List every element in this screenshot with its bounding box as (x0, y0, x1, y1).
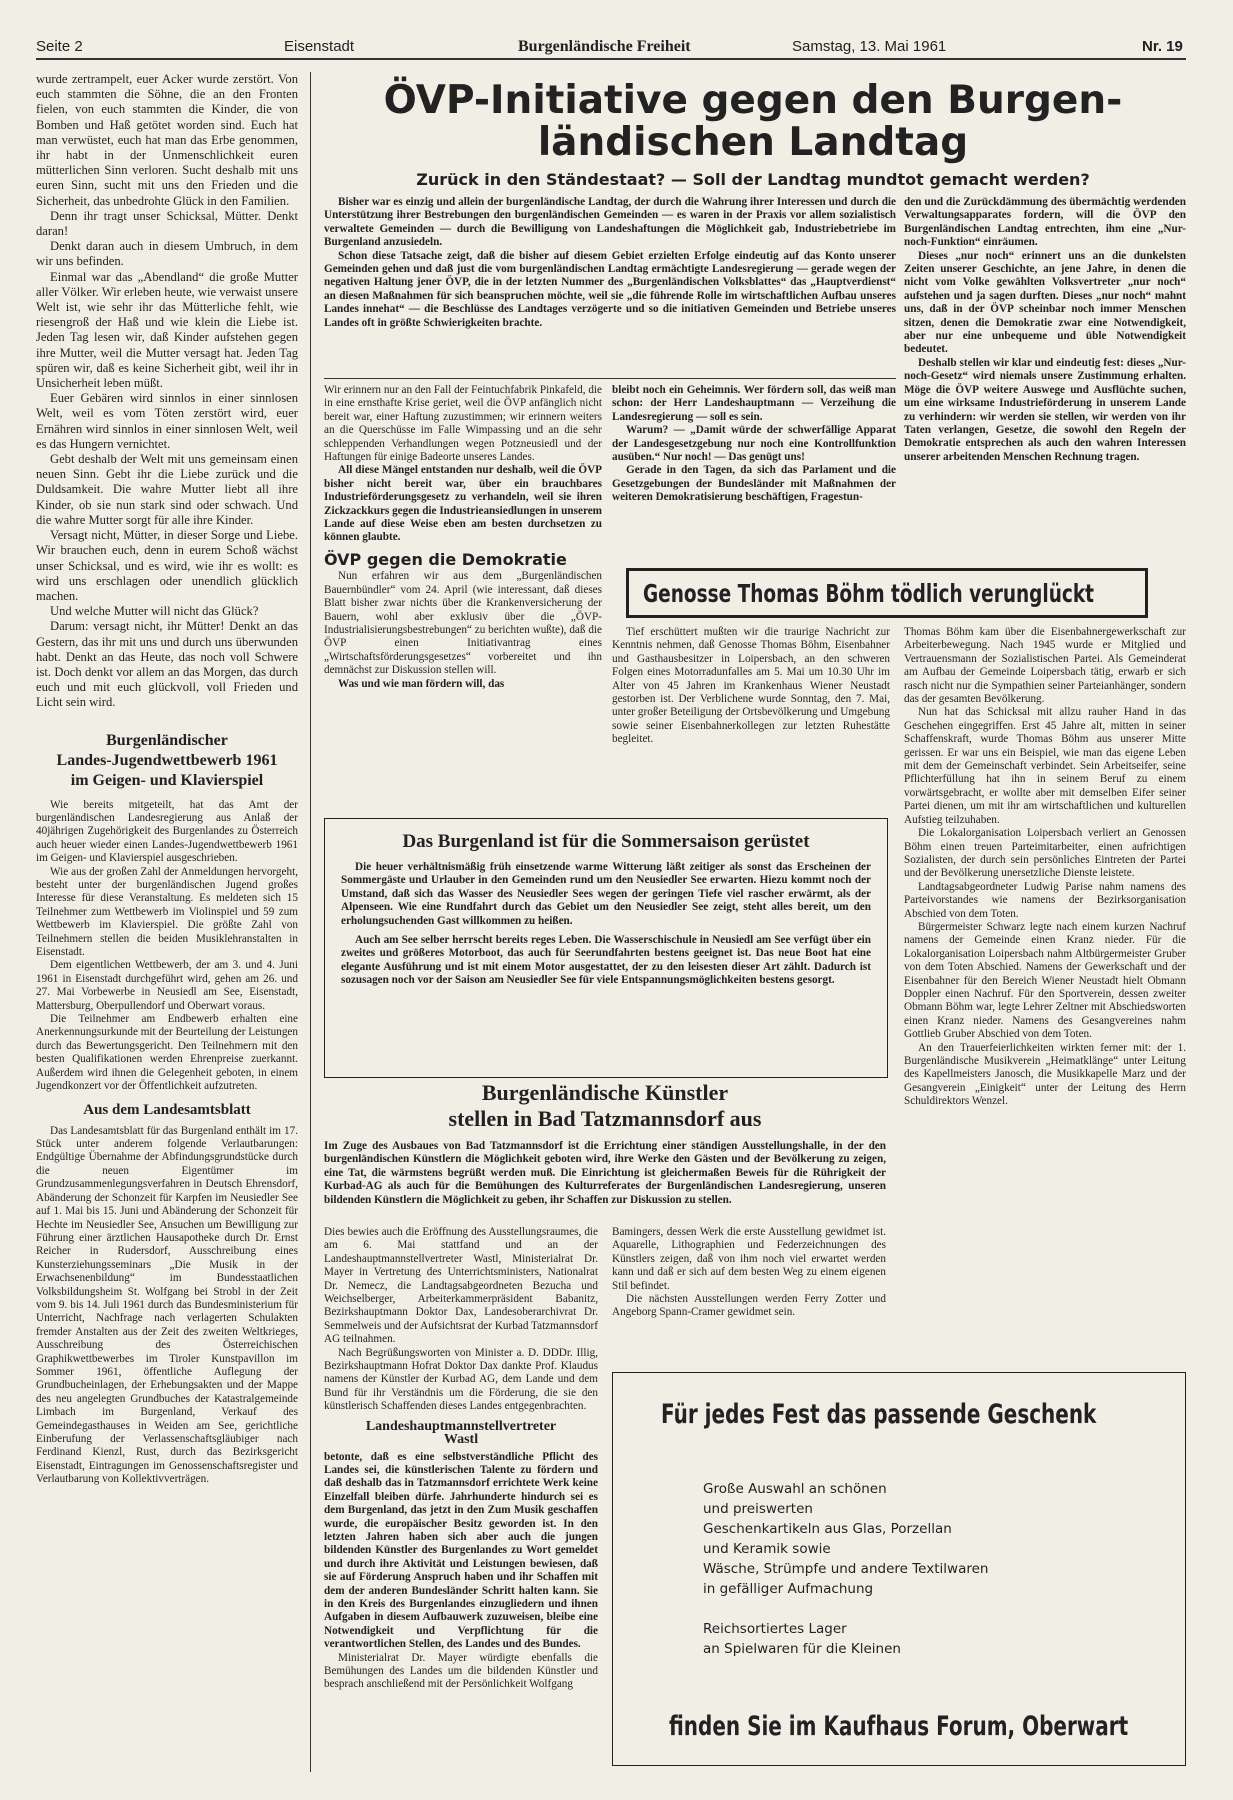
summer-season-article (341, 861, 871, 988)
left-column (36, 72, 298, 1487)
paragraph: Wir erinnern nur an den Fall der Feintuchfabrik Pinkafeld, die in eine ernsthafte Krise geriet, weil die ÖVP anfänglich nicht bereit war, einer Haftung zuzustimmen; wir erinnern weiters an die Querschüsse im Falle Wimpassing und an die sehr schleppenden Verhandlungen wegen Potzneusiedl und der Haftungen für einige Badeorte unseres Landes. (324, 384, 602, 464)
artists-lead (324, 1140, 886, 1207)
paragraph: Und welche Mutter will nicht das Glück? (50, 604, 259, 619)
paragraph: Gebt deshalb der Welt mit uns gemeinsam einen neuen Sinn. Gebt ihr die Liebe zurück und die Duldsamkeit. Die wahre Mutter liebt all ihre Kinder, ob sie nun stark sind oder schwach. Und die wahre Mutter sorgt für alle ihre Kinder. (36, 452, 298, 527)
paragraph: bleibt noch ein Geheimnis. Wer fördern soll, das weiß man schon: der Herr Landeshauptmann — Verzeihung die Landesregierung — soll es sein. (612, 384, 896, 423)
obituary-column-b (904, 626, 1186, 1109)
paragraph: Darum: versagt nicht, ihr Mütter! Denkt an das Gestern, das ihr mit uns und durch uns überwunden habt. Denkt an das Heute, das noch voll Schwere ist. Doch denkt vor allem an das Morgen, das durch euch und mit euch glückvoll, voll Frieden und Licht sein wird. (36, 619, 298, 710)
paragraph: Thomas Böhm kam über die Eisenbahnergewerkschaft zur Arbeiterbewegung. Nach 1945 wurde er Mitglied und Vertrauensmann der Sozialistischen Partei. Als Gemeinderat am Aufbau der Gemeinde Loipersbach tätig, erwarb er sich rasch nicht nur die Sympathien seiner Parteianhänger, sondern das der gesamten Bevölkerung. (904, 626, 1186, 706)
paragraph: Was und wie man fördern will, das (338, 677, 505, 690)
issue-date: Samstag, 13. Mai 1961 (792, 38, 947, 55)
wastl-subheading: Landeshauptmannstellvertreter Wastl (365, 1418, 557, 1448)
paragraph: Bamingers, dessen Werk die erste Ausstellung gewidmet ist. Aquarelle, Lithographien und Federzeichnungen des Künstlers zeigen, daß von ihm noch viel erwartet werden kann und daß er sich auf dem besten Weg zu einem eigenen Stil befindet. (612, 1226, 886, 1292)
artists-headline-line-1: Burgenländische Künstler (481, 1080, 729, 1105)
paragraph: Denkt daran auch in diesem Umbruch, in dem wir uns befinden. (36, 239, 298, 269)
gazette-article (36, 1125, 298, 1487)
main-subheadline: Zurück in den Ständestaat? — Soll der Landtag mundtot gemacht werden? (416, 170, 1090, 189)
summer-season-box (324, 818, 888, 1078)
ad-line: und Keramik sowie (703, 1541, 831, 1557)
subheading-democracy: ÖVP gegen die Demokratie (324, 549, 567, 569)
paragraph: Landtagsabgeordneter Ludwig Parise nahm namens des Parteivorstandes wie namens der Bezirksorganisation Abschied von dem Toten. (904, 880, 1186, 920)
paragraph: Die Teilnehmer am Endbewerb erhalten eine Anerkennungsurkunde mit der Beurteilung der Leistungen durch das Bewertungsgericht. Den Teilnehmern mit den besten Qualifikationen werden Ehrenpreise zuerkannt. Außerdem wird ihnen die Gelegenheit geboten, in einem Jugendkonzert vor der Öffentlichkeit aufzutreten. (36, 1013, 298, 1093)
obituary-headline-box (626, 568, 1148, 618)
ad-line: Wäsche, Strümpfe und andere Textilwaren (703, 1561, 989, 1577)
paragraph: Nun hat das Schicksal mit allzu rauher Hand in das Geschehen eingegriffen. Erst 45 Jahre alt, mitten in seiner Schaffenskraft, wurde Thomas Böhm aus unserer Mitte gerissen. Er war uns ein Beispiel, wie man das eigene Leben mit dem der Gemeinschaft verbindet. Sein Arbeitseifer, seine Pflichterfüllung hat ihn in seinem Beruf zu einem vorwärtsgebracht, er wollte aber mit demselben Eifer seiner Partei dienen, um mit ihr am wirtschaftlichen und kulturellen Aufstieg teilzuhaben. (904, 706, 1186, 826)
paragraph: Deshalb stellen wir klar und eindeutig fest: dieses „Nur-noch-Gesetz“ wird niemals unsere Zustimmung erhalten. Möge die ÖVP weitere Auswege und Ausflüchte suchen, um eine wirksame Industrieförderung in unserem Lande zu verhindern: wir werden sie stellen, wir werden von ihr Taten verlangen, Gesetze, die sowohl den Regeln der Demokratie entsprechen als auch den wahren Interessen unserer arbeitenden Menschen Rechnung tragen. (904, 356, 1186, 463)
main-column-a (324, 384, 602, 691)
paragraph: Gerade in den Tagen, da sich das Parlament und die Gesetzgebungen der Bundesländer mit Maßnahmen der weiteren Demokratisierung beschäftigen, Fragestun- (612, 464, 896, 504)
ad-line: in gefälliger Aufmachung (703, 1581, 874, 1597)
paragraph: Die Lokalorganisation Loipersbach verliert an Genossen Böhm einen treuen Parteimitarbeiter, einen aufrichtigen Sozialisten, der durch sein persönliches Eintreten der Partei und der Bevölkerung unersetzliche Dienste leistete. (904, 827, 1186, 880)
paragraph: All diese Mängel entstanden nur deshalb, weil die ÖVP bisher nicht bereit war, über ein brauchbares Industrieförderungsgesetz zu verhandeln, weil sie ihren Zickzackkurs gegen die Industrieansiedlungen in unserem Lande auf diese Weise eben am besten durchsetzen zu können glaubte. (324, 464, 602, 544)
ad-line: und preiswerten (703, 1501, 813, 1517)
artists-headline-line-2: stellen in Bad Tatzmannsdorf aus (448, 1106, 762, 1131)
main-headline-line-1: ÖVP-Initiative gegen den Burgen- (383, 78, 1123, 123)
ad-line: Geschenkartikeln aus Glas, Porzellan (703, 1521, 952, 1537)
newspaper-name: Burgenländische Freiheit (518, 38, 691, 55)
paragraph: Wie aus der großen Zahl der Anmeldungen hervorgeht, besteht unter der burgenländischen Jugend großes Interesse für diese Veranstaltung. Es meldeten sich 15 Teilnehmer zum Wettbewerb im Violinspiel und 59 zum Wettbewerb im Klavierspiel. Die größte Zahl von Teilnehmern stellen die beiden Musiklehranstalten in Eisenstadt. (36, 865, 298, 958)
paragraph: Die heuer verhältnismäßig früh einsetzende warme Witterung läßt zeitiger als sonst das Erscheinen der Sommergäste und Urlauber in den Gemeinden rund um den Neusiedler See erwarten. Hiezu kommt noch der Umstand, daß sich das Wasser des Neusiedler Sees wegen der geringen Tiefe viel rascher erwärmt, als der Alpenseen. Wie eine Rundfahrt durch das Gebiet um den Neusiedler See zeigt, steht alles bereit, um den erholungsuchenden Gast willkommen zu heißen. (341, 861, 871, 927)
ad-line: Reichsortiertes Lager (703, 1621, 847, 1637)
running-header (36, 36, 1186, 60)
paragraph: Nach Begrüßungsworten von Minister a. D. DDDr. Illig, Bezirkshauptmann Hofrat Doktor Dax dankte Prof. Klaudus namens der Künstler der Kurbad AG, dem Lande und dem Bund für ihr Verständnis um die Förderung, die sie den künstlerisch Schaffenden dieses Landes entgegenbrachten. (324, 1346, 598, 1413)
main-column-b (612, 384, 896, 505)
paragraph: An den Trauerfeierlichkeiten wirkten ferner mit: der 1. Burgenländische Musikverein „Heimatklänge“ unter Leitung des Kapellmeisters Janosch, die Musikkapelle Marz und der Gesangverein „Einigkeit“ unter der Leitung des Herrn Schuldirektors Wenzel. (904, 1041, 1186, 1108)
lead-rule (324, 378, 896, 379)
paragraph: Tief erschüttert mußten wir die traurige Nachricht zur Kenntnis nehmen, daß Genosse Thomas Böhm, Eisenbahner und Gasthausbesitzer in Loipersbach, an den schweren Folgen eines Motorradunfalles am 5. Mai um 10.30 Uhr im Alter von 45 Jahren im Krankenhaus Wiener Neustadt gestorben ist. Der Verblichene wurde Sonntag, den 7. Mai, unter großer Beteiligung der Ortsbevölkerung und Umgebung sowie seiner Eisenbahnerkollegen zur letzten Ruhestätte begleitet. (612, 626, 890, 746)
advertisement-box (612, 1372, 1186, 1766)
artists-headline (324, 1080, 886, 1132)
paragraph: Dieses „nur noch“ erinnert uns an die dunkelsten Zeiten unserer Geschichte, an jene Jahre, in denen die nicht vom Volke gewählten Volksvertreter „nur noch“ aufstehen und ja sagen durften. Dieses „nur noch“ mahnt uns, daß in der ÖVP scheinbar noch immer Menschen sitzen, denen die Demokratie zwar eine Notwendigkeit, aber nur eine unbequeme und üble Notwendigkeit bedeutet. (904, 249, 1186, 356)
paragraph: betonte, daß es eine selbstverständliche Pflicht des Landes sei, die künstlerischen Talente zu fördern und daß deshalb das in Tatzmannsdorf errichtete Werk keine Einzelfall bleiben dürfe. Jahrhunderte hindurch sei es dem Burgenland, das jetzt in den Zum Musik geschaffen wurde, die europäischer Besitz geworden ist. In den letzten Jahren haben sich aber auch die jungen bildenden Künstler des Burgenlandes zu Wort gemeldet und durch ihre Aktivität und Leistungen bewiesen, daß sie auf Förderung Anspruch haben und ihr Schaffen mit dem der anderen Bundesländer Schritt halten kann. Sie in den Kreis des Burgenlandes einzugliedern und ihnen Aufgaben in diesem Aufbauwerk zuzuweisen, bleibe eine Notwendigkeit und Verpflichtung für die verantwortlichen Stellen, des Landes und des Bundes. (324, 1450, 598, 1651)
paragraph: Warum? — „Damit würde der schwerfällige Apparat der Landesgesetzgebung nur noch eine Kontrollfunktion ausüben.“ Nur noch! — Das genügt uns! (612, 424, 896, 464)
paragraph: Das Landesamtsblatt für das Burgenland enthält im 17. Stück unter anderem folgende Verlautbarungen: Endgültige Übernahme der Abfindungsgrundstücke durch die neuen Eigentümer im Grundzusammenlegungsverfahren in Deutsch Ehrensdorf, Abänderung der Schonzeit für Karpfen im Neusiedler See auf 1. Mai bis 15. Juni und Abänderung der Schonzeit für Hechte im Neusiedler See, Ansuchen um Bewilligung zur Führung einer ärztlichen Hausapotheke durch Dr. Ernst Reicher in Rudersdorf, Ausschreibung eines Kunsterziehungsseminars „Die Musik in der Erwachsenenbildung“ im Bundesstaatlichen Volksbildungsheim St. Wolfgang bei Strobl in der Zeit vom 9. bis 14. Juli 1961 durch das Bundesministerium für Unterricht, Nachfrage nach verlagerten Schulakten fremder Anstalten aus der Zeit des zweiten Weltkrieges, Ausschreibung des Österreichischen Graphikwettbewerbes im Tiroler Kunstpavillon im Sommer 1961, öffentliche Auflegung der Grundbucheinlagen, der Erhebungsakten und der Mappe des neu angelegten Grundbuches der Katastralgemeinde Limbach im Burgenland, Verkauf des Gemeindegasthauses in Weiden am See, gerichtliche Einberufung der Verlassenschaftsgläubiger nach Ferdinand Kienzl, Rust, durch das Bezirksgericht Eisenstadt, Eintragungen im Genossenschaftsregister und Verlautbarung von Kollektivverträgen. (36, 1124, 298, 1486)
paragraph: Dies bewies auch die Eröffnung des Ausstellungsraumes, die am 6. Mai stattfand und an der Landeshauptmannstellvertreter Wastl, Ministerialrat Dr. Mayer in Vertretung des Unterrichtsministers, Nationalrat Dr. Nemecz, die Landtagsabgeordneten Bezucha und Weichselberger, Arbeiterkammerpräsident Babanitz, Bezirkshauptmann Doktor Dax, Landesoberarchivrat Dr. Semmelweis und der Aufsichtsrat der Kurbad Tatzmannsdorf AG teilnahmen. (324, 1226, 598, 1346)
paragraph: Dem eigentlichen Wettbewerb, der am 3. und 4. Juni 1961 in Eisenstadt durchgeführt wird, gehen am 26. und 27. Mai Vorbewerbe in Neusiedl am See, Eisenstadt, Mattersburg, Oberpullendorf und Oberwart voraus. (36, 959, 298, 1012)
paragraph: Einmal war das „Abendland“ die große Mutter aller Völker. Wir erleben heute, wie verwaist unsere Welt ist, wie sehr ihr das Mütterliche fehlt, wie riesengroß der Haß und wie klein die Liebe ist. Jeden Tag lesen wir, daß Kinder aufstehen gegen ihre Mutter, weil die Mutter versagt hat. Jeden Tag spüren wir, daß es keine Sicherheit gibt, weil ihr in Unsicherheit leben müßt. (36, 269, 298, 391)
main-headline (318, 80, 1188, 164)
advertisement-headline: Für jedes Fest das passende Geschenk (661, 1399, 1097, 1430)
artists-column-b (612, 1226, 886, 1320)
advertisement-footer: finden Sie im Kaufhaus Forum, Oberwart (669, 1711, 1129, 1742)
advertisement-body (703, 1479, 988, 1659)
obituary-column-a (612, 626, 890, 747)
paragraph: Schon diese Tatsache zeigt, daß die bisher auf diesem Gebiet erzielten Erfolge eindeutig auf das Konto unserer Gemeinden gehen und daß just die vom burgenländischen Landtag ermächtigte Landesregierung — gerade wegen der negativen Haltung jener ÖVP, die in der letzten Nummer des „Burgenländischen Volksblattes“ das „Hauptverdienst“ an diesen Maßnahmen für sich beanspruchen möchte, weil sie „die führende Rolle im wirtschaftlichen Aufbau unseres Landes innehat“ — die Beschlüsse des Landtages verzögerte und so die initiativen Gemeinden und Betriebe unseres Landes oft in größte Schwierigkeiten brachte. (324, 249, 896, 329)
header-place: Eisenstadt (284, 38, 355, 55)
paragraph: Wie bereits mitgeteilt, hat das Amt der burgenländischen Landesregierung aus Anlaß der 40jährigen Zugehörigkeit des Burgenlandes zu Österreich auch heuer wieder einen Landes-Jugendwettbewerb 1961 im Geigen- und Klavierspiel ausgeschrieben. (36, 798, 298, 865)
main-headline-line-2: ländischen Landtag (537, 120, 969, 165)
paragraph: Denn ihr tragt unser Schicksal, Mütter. Denkt daran! (36, 208, 298, 239)
main-column-right (904, 196, 1186, 464)
paragraph: Im Zuge des Ausbaues von Bad Tatzmannsdorf ist die Errichtung einer ständigen Ausstellungshalle, in der den burgenländischen Künstlern die Möglichkeit geboten wird, ihre Werke den Gästen und der Bevölkerung zu zeigen, eine Tat, die wärmstens begrüßt werden muß. Die Einrichtung ist gleichermaßen Beweis für die Rührigkeit der Kurbad-AG als auch für die Bemühungen des Kulturreferates der Burgenländischen Landesregierung, unseren bildenden Künstlern die Möglichkeit zu geben, ihr Schaffen zur Diskussion zu stellen. (324, 1140, 886, 1206)
artists-column-a (324, 1226, 598, 1692)
paragraph: Bürgermeister Schwarz legte nach einem kurzen Nachruf namens der Gemeinde einen Kranz nieder. Für die Lokalorganisation Loipersbach nahm Altbürgermeister Gruber von dem Toten Abschied. Namens der Gewerkschaft und der Eisenbahner für den Bereich Wiener Neustadt hielt Obmann Doppler einen Nachruf. Für den Sportverein, dessen zweiter Obmann Böhm war, legte Lehrer Zeltner mit Abschiedsworten einen Kranz nieder. Namens des Gesangvereines nahm Gottlieb Gruber Abschied von dem Toten. (904, 920, 1186, 1041)
paragraph: Bisher war es einzig und allein der burgenländische Landtag, der durch die Wahrung ihrer Interessen und durch die Unterstützung ihrer Bestrebungen den burgenländischen Gemeinden — es waren in der Praxis vor allem sozialistisch verwaltete Gemeinden — durch die Bewilligung von Landeshaftungen die Möglichkeit gab, Industriebetriebe im Burgenland anzusiedeln. (324, 196, 896, 249)
main-lead (324, 196, 896, 330)
column-rule (310, 72, 311, 1772)
page-number: Seite 2 (36, 38, 83, 55)
paragraph: Ministerialrat Dr. Mayer würdigte ebenfalls die Bemühungen des Landes um die bildenden Künstler und besprach anschließend mit der Persönlichkeit Wolfgang (324, 1651, 598, 1691)
gazette-heading: Aus dem Landesamtsblatt (83, 1102, 251, 1119)
paragraph: Versagt nicht, Mütter, in dieser Sorge und Liebe. Wir brauchen euch, denn in eurem Schoß wächst unser Schicksal, und es wird, wie ihr es wollt: es wird uns erschlagen oder unendlich glücklich machen. (36, 528, 298, 603)
paragraph: wurde zertrampelt, euer Acker wurde zerstört. Von euch stammten die Söhne, die an den Fronten fielen, von euch stammten die Kinder, die von Bomben und Haß getötet worden sind. Euch hat man verwüstet, euch hat man das Erbe genommen, ihr habt in der Unmenschlichkeit euren mütterlichen Sinn verloren. Sucht deshalb mit uns euren Sinn, sucht mit uns den Frieden und die Sicherheit, das unbedrohte Glück in den Familien. (36, 72, 298, 208)
ad-line: Große Auswahl an schönen (703, 1481, 887, 1497)
paragraph: Die nächsten Ausstellungen werden Ferry Zotter und Angeborg Spann-Cramer gewidmet sein. (612, 1293, 886, 1319)
obituary-headline: Genosse Thomas Böhm tödlich verunglückt (643, 579, 1095, 608)
youth-competition-heading: Burgenländischer Landes-Jugendwettbewerb 1961 im Geigen- und Klavierspiel (56, 731, 278, 789)
ad-line: an Spielwaren für die Kleinen (703, 1641, 901, 1657)
paragraph: Euer Gebären wird sinnlos in einer sinnlosen Welt, weil es vom Töten zerstört wird, euer Ernähren wird sinnlos in einer sinnlosen Welt, weil es das Hungern vernichtet. (36, 391, 298, 451)
paragraph: Nun erfahren wir aus dem „Burgenländischen Bauernbündler“ vom 24. April (wie interessant, daß dieses Blatt bisher zwar nichts über die Krankenversicherung der Bauern, wohl aber exklusiv über die „ÖVP-Industrialisierungsbestrebungen“ zu berichten wußte), daß die ÖVP einen Initiativantrag eines „Wirtschaftsförderungsgesetzes“ vorbereitet und ihn demnächst zur Diskussion stellen will. (324, 570, 602, 677)
summer-season-heading: Das Burgenland ist für die Sommersaison gerüstet (402, 831, 810, 852)
paragraph: den und die Zurückdämmung des übermächtig werdenden Verwaltungsapparates fordern, will die ÖVP den Burgenländischen Landtag entrechten, ihm eine „Nur-noch-Funktion“ einräumen. (904, 196, 1186, 249)
paragraph: Auch am See selber herrscht bereits reges Leben. Die Wasserschischule in Neusiedl am See verfügt über ein zweites und größeres Motorboot, das auch für Seerundfahrten bestens geeignet ist. Das neue Boot hat eine elegante Ausführung und ist mit einem Motor ausgestattet, der zu den leisesten dieser Art zählt. Dadurch ist sozusagen noch vor der Saison am Neusiedler See für viele Entspannungsmöglichkeiten bestens gesorgt. (341, 934, 871, 987)
issue-number: Nr. 19 (1142, 38, 1183, 55)
youth-competition-article (36, 799, 298, 1094)
mothers-article (36, 72, 298, 711)
